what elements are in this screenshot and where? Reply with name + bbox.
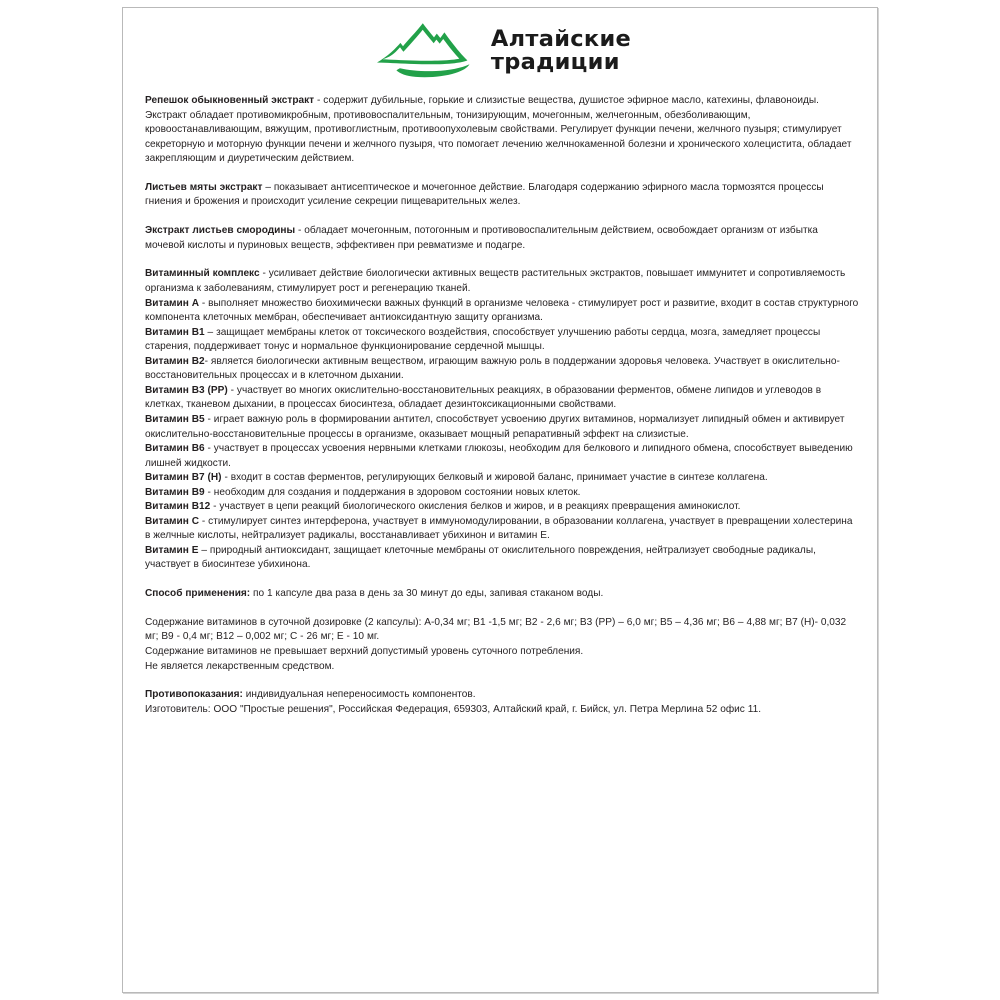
section-mint (145, 181, 859, 210)
section-vitamin-b3-lead: Витамин В3 (РР) (145, 384, 228, 396)
section-vitamin-b3-text: - участвует во многих окислительно-восстановительных реакциях, в образовании ферментов, обмене липидов и углеводов в клетках, тканевом дыхании, в процессах биосинтеза, обладает дезинтоксикационными свойствами. (145, 384, 822, 411)
section-vitamin-b5-lead: Витамин В5 (145, 413, 205, 425)
usage-instructions-text: по 1 капсуле два раза в день за 30 минут до еды, запивая стаканом воды. (250, 588, 604, 600)
section-vitamin-b6-text: - участвует в процессах усвоения нервными клетками глюкозы, необходим для белкового и липидного обмена, способствует выведению лишней жидкости. (145, 443, 853, 469)
section-vitamin-a (145, 297, 859, 326)
document-body (137, 94, 865, 717)
dosage-content-line: Содержание витаминов в суточной дозировке (2 капсулы): А-0,34 мг; В1 -1,5 мг; В2 - 2,6 мг; В3 (РР) – 6,0 мг; В5 – 4,36 мг; В6 – 4,88 мг; В7 (Н)- 0,032 мг; В9 - 0,4 мг; В12 – 0,002 мг; С - 26 мг; Е - 10 мг. (145, 616, 847, 643)
contraindications (145, 688, 859, 703)
document-page (122, 7, 878, 993)
section-vitamin-complex-lead: Витаминный комплекс (145, 268, 260, 280)
section-vitamin-b1-lead: Витамин В1 (145, 326, 205, 338)
section-vitamin-b5 (145, 413, 859, 442)
section-mint-lead: Листьев мяты экстракт (145, 181, 263, 193)
dosage-limit-line: Содержание витаминов не превышает верхний допустимый уровень суточного потребления. (145, 645, 584, 657)
section-agrimony (145, 94, 859, 167)
section-vitamin-b7-lead: Витамин В7 (Н) (145, 472, 222, 484)
section-agrimony-text: - содержит дубильные, горькие и слизистые вещества, душистое эфирное масло, катехины, флавоноиды. Экстракт обладает противомикробным, противовоспалительным, тонизирующим, мочегонным, желчегонным, обезболивающим, кровоостанавливающим, вяжущим, противоглистным, противоопухолевым свойствами. Регулирует функции печени, желчного пузыря; стимулирует секреторную и моторную функции печени и желчного пузыря, что помогает лечению желчнокаменной болезни и хронического холецистита, обладает закрепляющим и диуретическим действием. (145, 95, 852, 165)
section-vitamin-b6 (145, 442, 859, 471)
section-vitamin-c-lead: Витамин С (145, 515, 200, 527)
section-vitamin-b2 (145, 355, 859, 384)
section-vitamin-b5-text: - играет важную роль в формировании антител, способствует усвоению других витаминов, нормализует липидный обмен и активирует окислительно-восстановительные процессы в организме, оказывает мощный репаративный эффект на слизистые. (145, 413, 845, 440)
contraindications-lead: Противопоказания: (145, 689, 243, 701)
section-vitamin-b12-lead: Витамин В12 (145, 501, 211, 513)
brand-name-line-1: Алтайские (490, 26, 632, 53)
section-vitamin-e (145, 544, 859, 573)
section-vitamin-b9-text: - необходим для создания и поддержания в здоровом состоянии новых клеток. (204, 486, 581, 498)
section-vitamin-b12 (145, 500, 859, 515)
manufacturer-line: Изготовитель: ООО "Простые решения", Российская Федерация, 659303, Алтайский край, г. Бийск, ул. Петра Мерлина 52 офис 11. (145, 703, 762, 715)
section-vitamin-e-lead: Витамин Е (145, 544, 199, 556)
section-vitamin-c-text: - стимулирует синтез интерферона, участвует в иммуномодулировании, в образовании коллагена, участвует в превращении холестерина в желчные кислоты, нейтрализует радикалы, восстанавливает убихинон и витамин Е. (145, 515, 853, 542)
mountain-logo-icon (369, 18, 477, 84)
section-vitamin-b2-text: - является биологически активным веществом, играющим важную роль в поддержании здоровья человека. Участвует в окислительно-восстановительных процессах и в клеточном дыхании. (145, 355, 840, 382)
brand-name-line-2: традиции (490, 49, 620, 75)
contraindications-text: индивидуальная непереносимость компонентов. (242, 689, 476, 701)
section-vitamin-a-lead: Витамин А (145, 297, 200, 309)
section-vitamin-a-text: - выполняет множество биохимически важных функций в организме человека - стимулирует рост и развитие, входит в состав структурного компонента клеточных мембран, обеспечивает антиоксидантную защиту организма. (145, 297, 859, 324)
section-vitamin-b1-text: – защищает мембраны клеток от токсического воздействия, способствует улучшению работы сердца, мозга, замедляет процессы старения, поддерживает тонус и нормальное функционирование сердечной мышцы. (145, 326, 821, 353)
section-mint-text: – показывает антисептическое и мочегонное действие. Благодаря содержанию эфирного масла тормозятся процессы гниения и брожения и происходит усиление секреции пищеварительных желез. (145, 181, 824, 208)
section-vitamin-e-text: – природный антиоксидант, защищает клеточные мембраны от окислительного повреждения, нейтрализует свободные радикалы, участвует в биосинтезе убихинона. (145, 544, 816, 571)
section-vitamin-b9-lead: Витамин В9 (145, 486, 205, 498)
section-agrimony-lead: Репешок обыкновенный экстракт (145, 95, 315, 106)
section-currant (145, 224, 859, 253)
section-vitamin-b7-text: - входит в состав ферментов, регулирующих белковый и жировой баланс, принимает участие в синтезе коллагена. (221, 472, 768, 484)
usage-instructions (145, 587, 859, 602)
section-vitamin-b12-text: - участвует в цепи реакций биологического окисления белков и жиров, и в реакциях превращения аминокислот. (210, 501, 741, 513)
section-currant-text: - обладает мочегонным, потогонным и противовоспалительным действием, освобождает организм от избытка мочевой кислоты и пуриновых веществ, эффективен при ревматизме и подагре. (145, 225, 818, 251)
brand-wordmark (491, 28, 631, 74)
section-vitamin-b1 (145, 326, 859, 355)
dosage-disclaimer-line: Не является лекарственным средством. (145, 660, 335, 672)
section-vitamin-b3 (145, 384, 859, 413)
brand-logo (123, 18, 877, 84)
usage-instructions-lead: Способ применения: (145, 588, 251, 600)
section-vitamin-b9 (145, 486, 859, 501)
section-currant-lead: Экстракт листьев смородины (145, 225, 296, 237)
section-vitamin-b6-lead: Витамин В6 (145, 443, 205, 455)
section-vitamin-complex (145, 267, 859, 296)
section-vitamin-b7 (145, 471, 859, 486)
section-vitamin-b2-lead: Витамин В2 (145, 355, 205, 367)
section-vitamin-complex-text: - усиливает действие биологически активных веществ растительных экстрактов, повышает иммунитет и сопротивляемость организма к заболеваниям, стимулирует рост и регенерацию тканей. (145, 268, 846, 295)
section-vitamin-c (145, 515, 859, 544)
